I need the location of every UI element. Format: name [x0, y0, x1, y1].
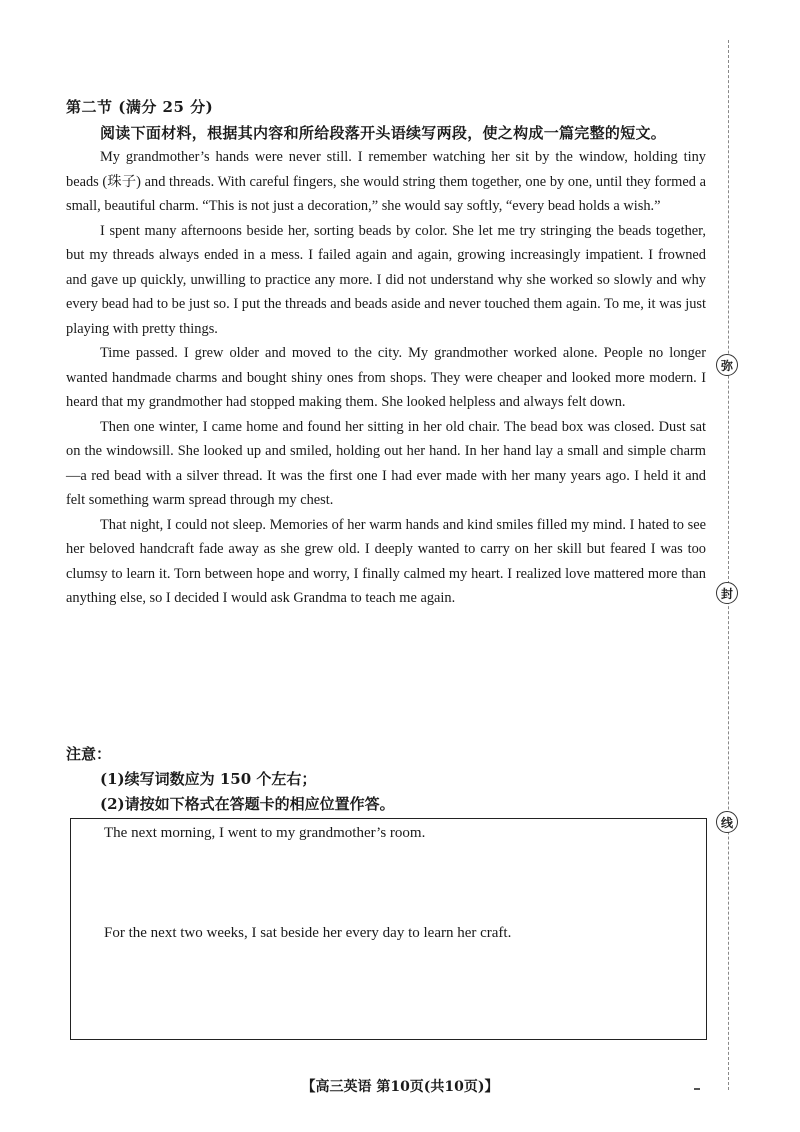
binding-dashed-line [728, 40, 729, 1090]
seal-mark-feng: 封 [716, 582, 738, 604]
answer-box [70, 818, 707, 1040]
note-item-1: (1)续写词数应为 150 个左右； [100, 770, 317, 788]
note-item-2: (2)请按如下格式在答题卡的相应位置作答。 [100, 795, 395, 813]
reading-passage [66, 145, 706, 611]
passage-paragraph-5: That night, I could not sleep. Memories of her warm hands and kind smiles filled my mind. I hated to see her beloved handcraft fade away as she grew old. I deeply wanted to carry on her skill but feared I was too clumsy to learn it. Torn between hope and worry, I finally calmed my heart. I realized love mattered more than anything else, so I decided I would ask Grandma to teach me again. [66, 516, 706, 606]
corner-mark [694, 1088, 700, 1090]
passage-paragraph-4: Then one winter, I came home and found her sitting in her old chair. The bead box was closed. Dust sat on the windowsill. She looked up and smiled, holding out her hand. In her hand lay a small and simple charm—a red bead with a silver thread. It was the first one I had ever made with her many years ago. I held it and felt something warm spread through my chest. [66, 418, 706, 508]
notes-section [66, 742, 706, 817]
notes-heading: 注意： [66, 745, 112, 763]
seal-mark-xian: 线 [716, 811, 738, 833]
section-instruction: 阅读下面材料，根据其内容和所给段落开头语续写两段，使之构成一篇完整的短文。 [100, 124, 667, 142]
page-footer: 【高三英语 第10页(共10页)】 [301, 1079, 499, 1095]
passage-paragraph-1: My grandmother’s hands were never still. I remember watching her sit by the window, holding tiny beads (珠子) and threads. With careful fingers, she would string them together, one by one, until they formed a small, beautiful charm. “This is not just a decoration,” she would say softly, “every bead holds a wish.” [66, 149, 706, 214]
section-title: 第二节 (满分 25 分) [66, 98, 214, 116]
passage-paragraph-3: Time passed. I grew older and moved to the city. My grandmother worked alone. People no longer wanted handmade charms and bought shiny ones from shops. They were cheaper and looked more modern. I heard that my grandmother had stopped making them. She looked helpless and always felt down. [66, 345, 706, 410]
paragraph-opening-2: For the next two weeks, I sat beside her every day to learn her craft. [104, 925, 512, 941]
paragraph-opening-1: The next morning, I went to my grandmother’s room. [104, 825, 426, 841]
passage-paragraph-2: I spent many afternoons beside her, sorting beads by color. She let me try stringing the beads together, but my threads always ended in a mess. I failed again and again, growing increasingly impatient. I frowned and gave up quickly, unwilling to practice any more. I did not understand why she worked so slowly and why every bead had to be just so. I put the threads and beads aside and never touched them again. To me, it was just playing with pretty things. [66, 222, 706, 337]
seal-mark-mi: 弥 [716, 354, 738, 376]
